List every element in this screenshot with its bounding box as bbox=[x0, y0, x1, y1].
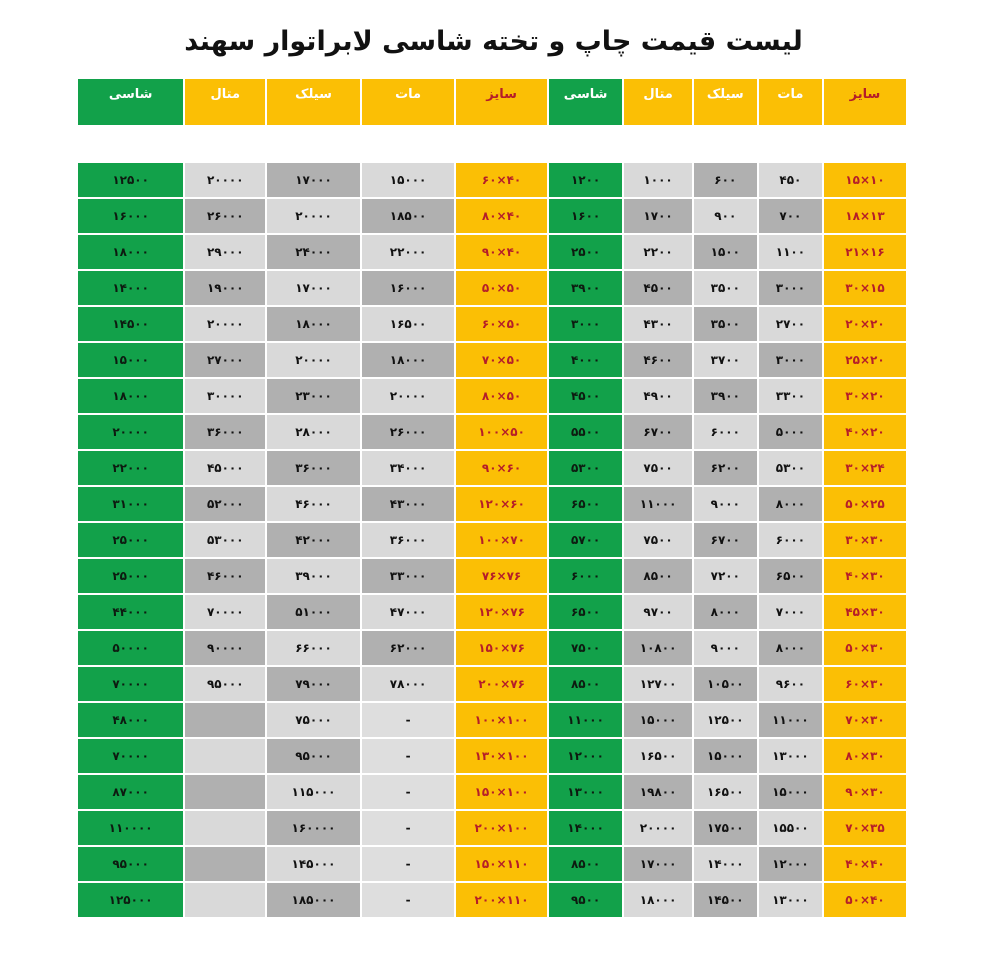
cell-mat: ۸۰۰۰ bbox=[759, 487, 822, 521]
cell-mat: ۹۶۰۰ bbox=[759, 667, 822, 701]
cell-silk-2: ۱۷۰۰۰ bbox=[267, 163, 360, 197]
cell-size-2: ۵۰×۵۰ bbox=[456, 271, 546, 305]
cell-metal-2: ۲۹۰۰۰ bbox=[185, 235, 265, 269]
cell-metal-2: ۹۵۰۰۰ bbox=[185, 667, 265, 701]
cell-shasi-2: ۱۸۰۰۰ bbox=[78, 379, 183, 413]
cell-shasi-2: ۱۶۰۰۰ bbox=[78, 199, 183, 233]
cell-metal: ۶۷۰۰ bbox=[624, 415, 691, 449]
table-row bbox=[78, 523, 906, 557]
cell-metal-2: ۱۹۰۰۰ bbox=[185, 271, 265, 305]
cell-metal: ۸۵۰۰ bbox=[624, 559, 691, 593]
cell-mat-2: ۱۶۵۰۰ bbox=[362, 307, 455, 341]
cell-shasi: ۱۲۰۰۰ bbox=[549, 739, 623, 773]
cell-metal: ۲۲۰۰ bbox=[624, 235, 691, 269]
cell-mat: ۸۰۰۰ bbox=[759, 631, 822, 665]
cell-metal: ۷۵۰۰ bbox=[624, 523, 691, 557]
cell-metal: ۱۷۰۰ bbox=[624, 199, 691, 233]
cell-size: ۳۰×۷۰ bbox=[824, 703, 906, 737]
cell-silk: ۷۲۰۰ bbox=[694, 559, 757, 593]
table-row bbox=[78, 667, 906, 701]
cell-metal-2: ۴۶۰۰۰ bbox=[185, 559, 265, 593]
cell-mat-2: - bbox=[362, 739, 455, 773]
cell-silk-2: ۴۶۰۰۰ bbox=[267, 487, 360, 521]
cell-mat: ۱۳۰۰۰ bbox=[759, 883, 822, 917]
cell-shasi-2: ۱۴۰۰۰ bbox=[78, 271, 183, 305]
cell-size: ۳۰×۹۰ bbox=[824, 775, 906, 809]
cell-silk-2: ۷۵۰۰۰ bbox=[267, 703, 360, 737]
cell-shasi-2: ۱۸۰۰۰ bbox=[78, 235, 183, 269]
cell-metal: ۹۷۰۰ bbox=[624, 595, 691, 629]
cell-silk-2: ۱۱۵۰۰۰ bbox=[267, 775, 360, 809]
cell-size: ۳۰×۴۰ bbox=[824, 559, 906, 593]
cell-size-2: ۴۰×۹۰ bbox=[456, 235, 546, 269]
cell-size: ۳۰×۳۰ bbox=[824, 523, 906, 557]
cell-metal-2: ۵۳۰۰۰ bbox=[185, 523, 265, 557]
cell-mat: ۳۰۰۰ bbox=[759, 271, 822, 305]
cell-silk: ۱۶۵۰۰ bbox=[694, 775, 757, 809]
cell-silk-2: ۳۶۰۰۰ bbox=[267, 451, 360, 485]
cell-size-2: ۷۶×۲۰۰ bbox=[456, 667, 546, 701]
cell-mat-2: ۱۸۰۰۰ bbox=[362, 343, 455, 377]
cell-shasi-2: ۱۲۵۰۰ bbox=[78, 163, 183, 197]
cell-mat: ۵۰۰۰ bbox=[759, 415, 822, 449]
cell-size: ۴۰×۵۰ bbox=[824, 883, 906, 917]
cell-metal-2 bbox=[185, 703, 265, 737]
cell-silk: ۶۲۰۰ bbox=[694, 451, 757, 485]
cell-shasi-2: ۵۰۰۰۰ bbox=[78, 631, 183, 665]
cell-shasi: ۳۰۰۰ bbox=[549, 307, 623, 341]
cell-shasi: ۵۵۰۰ bbox=[549, 415, 623, 449]
cell-metal: ۱۰۸۰۰ bbox=[624, 631, 691, 665]
cell-mat-2: ۲۲۰۰۰ bbox=[362, 235, 455, 269]
table-row bbox=[78, 307, 906, 341]
cell-mat-2: ۲۰۰۰۰ bbox=[362, 379, 455, 413]
header-shasi-2: شاسی bbox=[78, 79, 183, 125]
cell-shasi-2: ۲۲۰۰۰ bbox=[78, 451, 183, 485]
cell-size-2: ۱۰۰×۱۵۰ bbox=[456, 775, 546, 809]
cell-silk: ۱۲۵۰۰ bbox=[694, 703, 757, 737]
cell-shasi: ۶۵۰۰ bbox=[549, 487, 623, 521]
table-row bbox=[78, 415, 906, 449]
cell-silk: ۱۴۰۰۰ bbox=[694, 847, 757, 881]
cell-mat-2: - bbox=[362, 811, 455, 845]
cell-silk: ۹۰۰۰ bbox=[694, 487, 757, 521]
cell-silk: ۱۵۰۰ bbox=[694, 235, 757, 269]
cell-shasi-2: ۳۱۰۰۰ bbox=[78, 487, 183, 521]
cell-mat: ۱۵۰۰۰ bbox=[759, 775, 822, 809]
table-row bbox=[78, 163, 906, 197]
cell-shasi-2: ۱۴۵۰۰ bbox=[78, 307, 183, 341]
table-row bbox=[78, 739, 906, 773]
cell-size: ۳۰×۸۰ bbox=[824, 739, 906, 773]
cell-metal-2: ۵۲۰۰۰ bbox=[185, 487, 265, 521]
cell-metal: ۱۹۸۰۰ bbox=[624, 775, 691, 809]
cell-shasi-2: ۲۵۰۰۰ bbox=[78, 559, 183, 593]
page-title: لیست قیمت چاپ و تخته شاسی لابراتوار سهند bbox=[184, 26, 803, 57]
cell-shasi: ۴۵۰۰ bbox=[549, 379, 623, 413]
cell-shasi: ۱۱۰۰۰ bbox=[549, 703, 623, 737]
cell-mat: ۷۰۰ bbox=[759, 199, 822, 233]
cell-size: ۲۰×۲۰ bbox=[824, 307, 906, 341]
cell-silk-2: ۴۲۰۰۰ bbox=[267, 523, 360, 557]
cell-mat-2: ۱۶۰۰۰ bbox=[362, 271, 455, 305]
cell-metal: ۴۵۰۰ bbox=[624, 271, 691, 305]
cell-shasi-2: ۸۷۰۰۰ bbox=[78, 775, 183, 809]
table-row bbox=[78, 451, 906, 485]
cell-metal-2: ۳۶۰۰۰ bbox=[185, 415, 265, 449]
cell-shasi: ۸۵۰۰ bbox=[549, 847, 623, 881]
cell-mat: ۳۳۰۰ bbox=[759, 379, 822, 413]
table-row bbox=[78, 775, 906, 809]
cell-metal: ۱۸۰۰۰ bbox=[624, 883, 691, 917]
cell-shasi: ۳۹۰۰ bbox=[549, 271, 623, 305]
cell-mat-2: - bbox=[362, 775, 455, 809]
cell-mat-2: - bbox=[362, 883, 455, 917]
cell-silk: ۶۷۰۰ bbox=[694, 523, 757, 557]
cell-mat-2: - bbox=[362, 703, 455, 737]
cell-metal: ۴۶۰۰ bbox=[624, 343, 691, 377]
cell-shasi-2: ۷۰۰۰۰ bbox=[78, 667, 183, 701]
cell-size: ۳۰×۵۰ bbox=[824, 631, 906, 665]
cell-size-2: ۴۰×۸۰ bbox=[456, 199, 546, 233]
cell-silk-2: ۳۹۰۰۰ bbox=[267, 559, 360, 593]
cell-mat-2: ۳۴۰۰۰ bbox=[362, 451, 455, 485]
cell-silk: ۹۰۰۰ bbox=[694, 631, 757, 665]
cell-mat: ۱۱۰۰ bbox=[759, 235, 822, 269]
table-row bbox=[78, 595, 906, 629]
cell-mat: ۱۵۵۰۰ bbox=[759, 811, 822, 845]
cell-size-2: ۵۰×۱۰۰ bbox=[456, 415, 546, 449]
cell-metal: ۲۰۰۰۰ bbox=[624, 811, 691, 845]
cell-shasi-2: ۹۵۰۰۰ bbox=[78, 847, 183, 881]
cell-size-2: ۱۱۰×۲۰۰ bbox=[456, 883, 546, 917]
cell-metal-2 bbox=[185, 883, 265, 917]
cell-mat: ۶۰۰۰ bbox=[759, 523, 822, 557]
cell-silk-2: ۲۰۰۰۰ bbox=[267, 199, 360, 233]
cell-size-2: ۱۱۰×۱۵۰ bbox=[456, 847, 546, 881]
cell-metal-2: ۲۶۰۰۰ bbox=[185, 199, 265, 233]
cell-shasi: ۵۷۰۰ bbox=[549, 523, 623, 557]
cell-size-2: ۴۰×۶۰ bbox=[456, 163, 546, 197]
cell-mat-2: ۴۷۰۰۰ bbox=[362, 595, 455, 629]
cell-silk-2: ۲۰۰۰۰ bbox=[267, 343, 360, 377]
cell-shasi: ۶۵۰۰ bbox=[549, 595, 623, 629]
table-row bbox=[78, 271, 906, 305]
cell-size-2: ۵۰×۷۰ bbox=[456, 343, 546, 377]
cell-mat-2: ۳۶۰۰۰ bbox=[362, 523, 455, 557]
cell-shasi: ۱۲۰۰ bbox=[549, 163, 623, 197]
cell-size: ۳۰×۴۵ bbox=[824, 595, 906, 629]
header-silk: سیلک bbox=[694, 79, 757, 125]
cell-size-2: ۵۰×۶۰ bbox=[456, 307, 546, 341]
cell-silk: ۱۵۰۰۰ bbox=[694, 739, 757, 773]
cell-metal-2 bbox=[185, 811, 265, 845]
cell-silk: ۱۰۵۰۰ bbox=[694, 667, 757, 701]
header-shasi: شاسی bbox=[549, 79, 623, 125]
cell-metal: ۱۵۰۰۰ bbox=[624, 703, 691, 737]
cell-shasi-2: ۱۱۰۰۰۰ bbox=[78, 811, 183, 845]
cell-mat: ۳۰۰۰ bbox=[759, 343, 822, 377]
table-row bbox=[78, 379, 906, 413]
cell-mat: ۷۰۰۰ bbox=[759, 595, 822, 629]
header-metal: متال bbox=[624, 79, 691, 125]
cell-shasi: ۲۵۰۰ bbox=[549, 235, 623, 269]
cell-metal: ۱۰۰۰ bbox=[624, 163, 691, 197]
header-metal-2: متال bbox=[185, 79, 265, 125]
cell-silk-2: ۷۹۰۰۰ bbox=[267, 667, 360, 701]
cell-size: ۴۰×۴۰ bbox=[824, 847, 906, 881]
cell-silk-2: ۱۸۵۰۰۰ bbox=[267, 883, 360, 917]
header-size: سایز bbox=[824, 79, 906, 125]
cell-silk: ۳۹۰۰ bbox=[694, 379, 757, 413]
cell-shasi: ۸۵۰۰ bbox=[549, 667, 623, 701]
cell-mat-2: ۶۲۰۰۰ bbox=[362, 631, 455, 665]
cell-shasi: ۱۶۰۰ bbox=[549, 199, 623, 233]
cell-metal-2 bbox=[185, 775, 265, 809]
cell-shasi-2: ۱۲۵۰۰۰ bbox=[78, 883, 183, 917]
cell-shasi-2: ۴۴۰۰۰ bbox=[78, 595, 183, 629]
cell-silk-2: ۲۳۰۰۰ bbox=[267, 379, 360, 413]
table-row bbox=[78, 811, 906, 845]
cell-metal-2: ۷۰۰۰۰ bbox=[185, 595, 265, 629]
cell-metal-2: ۲۰۰۰۰ bbox=[185, 163, 265, 197]
cell-shasi-2: ۴۸۰۰۰ bbox=[78, 703, 183, 737]
cell-silk-2: ۲۸۰۰۰ bbox=[267, 415, 360, 449]
cell-shasi: ۷۵۰۰ bbox=[549, 631, 623, 665]
cell-metal-2: ۲۰۰۰۰ bbox=[185, 307, 265, 341]
cell-metal-2: ۴۵۰۰۰ bbox=[185, 451, 265, 485]
cell-size-2: ۶۰×۹۰ bbox=[456, 451, 546, 485]
cell-mat: ۶۵۰۰ bbox=[759, 559, 822, 593]
cell-mat: ۱۳۰۰۰ bbox=[759, 739, 822, 773]
cell-silk-2: ۱۴۵۰۰۰ bbox=[267, 847, 360, 881]
cell-metal: ۴۳۰۰ bbox=[624, 307, 691, 341]
cell-silk: ۸۰۰۰ bbox=[694, 595, 757, 629]
cell-size-2: ۷۶×۱۲۰ bbox=[456, 595, 546, 629]
cell-mat: ۱۲۰۰۰ bbox=[759, 847, 822, 881]
cell-silk-2: ۶۶۰۰۰ bbox=[267, 631, 360, 665]
cell-size: ۱۳×۱۸ bbox=[824, 199, 906, 233]
cell-metal-2: ۹۰۰۰۰ bbox=[185, 631, 265, 665]
cell-mat-2: ۲۶۰۰۰ bbox=[362, 415, 455, 449]
cell-silk-2: ۱۸۰۰۰ bbox=[267, 307, 360, 341]
cell-shasi-2: ۲۰۰۰۰ bbox=[78, 415, 183, 449]
cell-mat: ۱۱۰۰۰ bbox=[759, 703, 822, 737]
cell-silk-2: ۹۵۰۰۰ bbox=[267, 739, 360, 773]
header-size-2: سایز bbox=[456, 79, 546, 125]
cell-size-2: ۷۶×۱۵۰ bbox=[456, 631, 546, 665]
cell-silk: ۶۰۰۰ bbox=[694, 415, 757, 449]
header-mat-2: مات bbox=[362, 79, 455, 125]
cell-metal-2: ۳۰۰۰۰ bbox=[185, 379, 265, 413]
cell-size: ۲۰×۳۰ bbox=[824, 379, 906, 413]
cell-metal: ۴۹۰۰ bbox=[624, 379, 691, 413]
cell-silk-2: ۵۱۰۰۰ bbox=[267, 595, 360, 629]
cell-mat: ۲۷۰۰ bbox=[759, 307, 822, 341]
cell-shasi-2: ۲۵۰۰۰ bbox=[78, 523, 183, 557]
cell-size: ۳۵×۷۰ bbox=[824, 811, 906, 845]
cell-size-2: ۱۰۰×۲۰۰ bbox=[456, 811, 546, 845]
cell-size: ۲۵×۵۰ bbox=[824, 487, 906, 521]
cell-shasi: ۹۵۰۰ bbox=[549, 883, 623, 917]
table-row bbox=[78, 703, 906, 737]
header-row bbox=[78, 79, 906, 125]
cell-metal-2 bbox=[185, 847, 265, 881]
cell-size-2: ۵۰×۸۰ bbox=[456, 379, 546, 413]
header-silk-2: سیلک bbox=[267, 79, 360, 125]
cell-silk: ۶۰۰ bbox=[694, 163, 757, 197]
cell-metal-2: ۲۷۰۰۰ bbox=[185, 343, 265, 377]
cell-size: ۱۶×۲۱ bbox=[824, 235, 906, 269]
cell-mat-2: ۱۸۵۰۰ bbox=[362, 199, 455, 233]
cell-size: ۲۰×۲۵ bbox=[824, 343, 906, 377]
cell-silk-2: ۱۷۰۰۰ bbox=[267, 271, 360, 305]
cell-silk-2: ۲۴۰۰۰ bbox=[267, 235, 360, 269]
cell-size-2: ۱۰۰×۱۳۰ bbox=[456, 739, 546, 773]
cell-size-2: ۶۰×۱۲۰ bbox=[456, 487, 546, 521]
cell-size-2: ۷۶×۷۶ bbox=[456, 559, 546, 593]
cell-silk: ۱۷۵۰۰ bbox=[694, 811, 757, 845]
cell-silk: ۳۷۰۰ bbox=[694, 343, 757, 377]
cell-shasi-2: ۷۰۰۰۰ bbox=[78, 739, 183, 773]
table-row bbox=[78, 235, 906, 269]
cell-size: ۱۰×۱۵ bbox=[824, 163, 906, 197]
table-row bbox=[78, 199, 906, 233]
cell-size: ۲۰×۴۰ bbox=[824, 415, 906, 449]
cell-mat-2: ۷۸۰۰۰ bbox=[362, 667, 455, 701]
table-row bbox=[78, 631, 906, 665]
cell-shasi: ۶۰۰۰ bbox=[549, 559, 623, 593]
cell-mat: ۵۳۰۰ bbox=[759, 451, 822, 485]
cell-metal: ۱۲۷۰۰ bbox=[624, 667, 691, 701]
cell-metal-2 bbox=[185, 739, 265, 773]
cell-silk: ۳۵۰۰ bbox=[694, 271, 757, 305]
cell-mat: ۴۵۰ bbox=[759, 163, 822, 197]
cell-size-2: ۱۰۰×۱۰۰ bbox=[456, 703, 546, 737]
cell-silk-2: ۱۶۰۰۰۰ bbox=[267, 811, 360, 845]
cell-size: ۱۵×۳۰ bbox=[824, 271, 906, 305]
cell-silk: ۳۵۰۰ bbox=[694, 307, 757, 341]
cell-metal: ۱۷۰۰۰ bbox=[624, 847, 691, 881]
table-row bbox=[78, 559, 906, 593]
table-row bbox=[78, 343, 906, 377]
table-row bbox=[78, 847, 906, 881]
cell-shasi: ۱۳۰۰۰ bbox=[549, 775, 623, 809]
cell-metal: ۱۶۵۰۰ bbox=[624, 739, 691, 773]
cell-mat-2: ۴۳۰۰۰ bbox=[362, 487, 455, 521]
cell-size-2: ۷۰×۱۰۰ bbox=[456, 523, 546, 557]
cell-silk: ۱۴۵۰۰ bbox=[694, 883, 757, 917]
table-row bbox=[78, 487, 906, 521]
table-row bbox=[78, 883, 906, 917]
cell-shasi: ۴۰۰۰ bbox=[549, 343, 623, 377]
cell-size: ۳۰×۶۰ bbox=[824, 667, 906, 701]
cell-mat-2: ۱۵۰۰۰ bbox=[362, 163, 455, 197]
cell-metal: ۷۵۰۰ bbox=[624, 451, 691, 485]
cell-metal: ۱۱۰۰۰ bbox=[624, 487, 691, 521]
price-table bbox=[76, 77, 908, 919]
header-mat: مات bbox=[759, 79, 822, 125]
cell-mat-2: ۳۳۰۰۰ bbox=[362, 559, 455, 593]
cell-size: ۲۴×۳۰ bbox=[824, 451, 906, 485]
cell-silk: ۹۰۰ bbox=[694, 199, 757, 233]
cell-shasi: ۱۴۰۰۰ bbox=[549, 811, 623, 845]
cell-shasi: ۵۳۰۰ bbox=[549, 451, 623, 485]
cell-mat-2: - bbox=[362, 847, 455, 881]
cell-shasi-2: ۱۵۰۰۰ bbox=[78, 343, 183, 377]
